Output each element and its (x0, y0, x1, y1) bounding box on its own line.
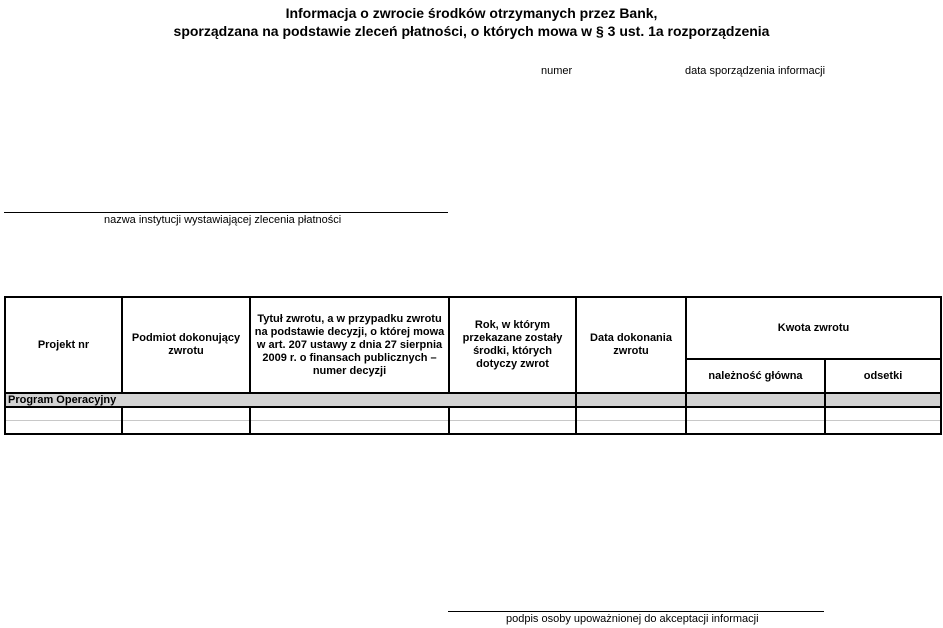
header-odsetki: odsetki (825, 359, 941, 393)
signature-label: podpis osoby upoważnionej do akceptacji informacji (506, 613, 759, 625)
program-row (5, 393, 941, 407)
refund-table (4, 296, 942, 435)
program-cell-naleznosc (686, 393, 825, 407)
document-title (0, 4, 943, 40)
header-tytul: Tytuł zwrotu, a w przypadku zwrotu na podstawie decyzji, o której mowa w art. 207 ustawy z dnia 27 sierpnia 2009 r. o finansach publicznych – numer decyzji (250, 297, 449, 393)
program-cell-odsetki (825, 393, 941, 407)
header-rok: Rok, w którym przekazane zostały środki, których dotyczy zwrot (449, 297, 576, 393)
program-label: Program Operacyjny (5, 393, 576, 407)
header-data-dokonania: Data dokonania zwrotu (576, 297, 686, 393)
institution-name-label: nazwa instytucji wystawiającej zlecenia płatności (104, 214, 342, 226)
title-line-1: Informacja o zwrocie środków otrzymanych przez Bank, (285, 5, 658, 21)
numer-label: numer (541, 65, 573, 77)
table-row (5, 421, 941, 435)
header-kwota: Kwota zwrotu (686, 297, 941, 359)
program-cell-data (576, 393, 686, 407)
title-line-2: sporządzana na podstawie zleceń płatności, o których mowa w § 3 ust. 1a rozporządzenia (173, 23, 770, 39)
header-naleznosc: należność główna (686, 359, 825, 393)
institution-name-line (4, 212, 448, 213)
data-sporzadzenia-label: data sporządzenia informacji (685, 65, 826, 77)
header-podmiot: Podmiot dokonujący zwrotu (122, 297, 250, 393)
header-projekt: Projekt nr (5, 297, 122, 393)
table-row (5, 407, 941, 421)
signature-line (448, 611, 824, 612)
